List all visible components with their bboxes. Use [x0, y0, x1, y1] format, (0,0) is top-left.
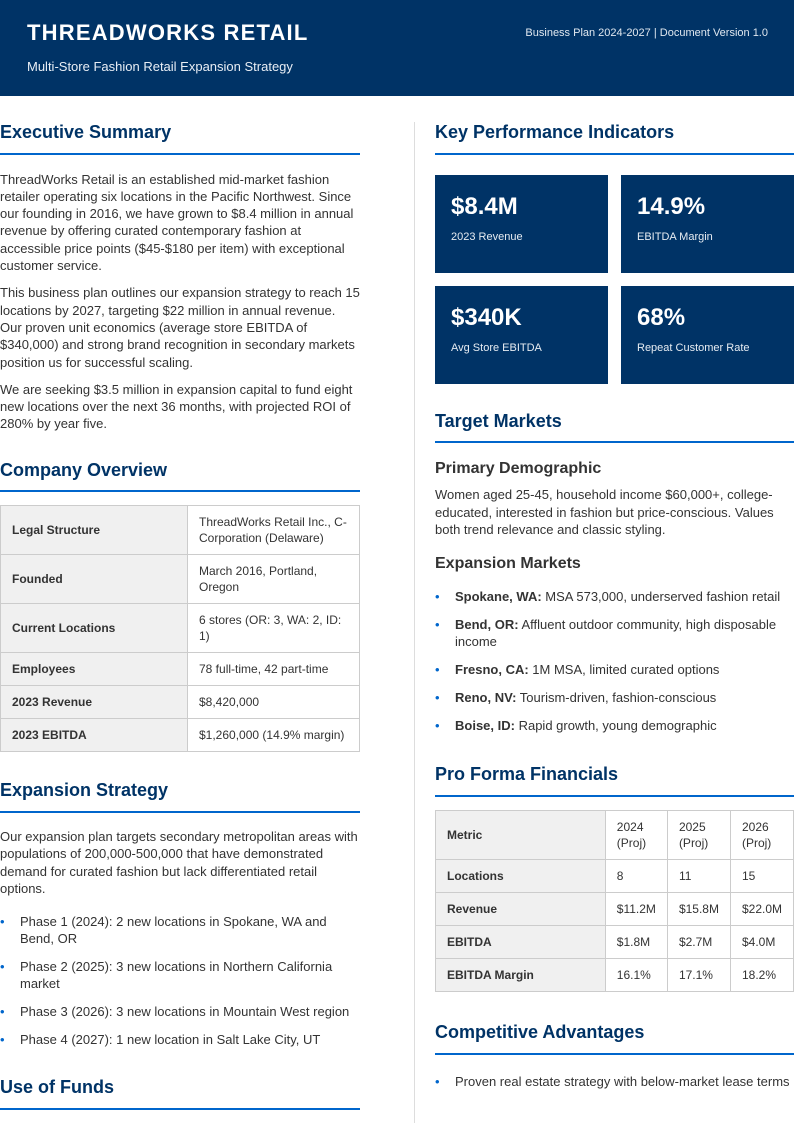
table-row	[436, 926, 794, 959]
row-label: Legal Structure	[1, 506, 188, 555]
list-item: • Fresno, CA: 1M MSA, limited curated options	[435, 662, 720, 678]
document-meta: Business Plan 2024-2027 | Document Version 1.0	[525, 27, 768, 39]
paragraph: This business plan outlines our expansion strategy to reach 15 locations by 2027, targeting $22 million in annual revenue. Our proven unit economics (average store EBITDA of $340,000) and strong brand recognition in secondary markets position us for successful scaling.	[0, 285, 360, 370]
cell: $1.8M	[605, 926, 667, 959]
section-heading: Use of Funds	[0, 1077, 360, 1110]
cell: $2.7M	[667, 926, 730, 959]
kpi-card-avg-store-ebitda	[435, 286, 608, 384]
cell: 15	[730, 860, 793, 893]
kpi-card-ebitda-margin	[621, 175, 794, 273]
cell: 17.1%	[667, 959, 730, 992]
table-row	[1, 506, 360, 555]
row-label: Current Locations	[1, 604, 188, 653]
column-divider	[414, 122, 415, 1123]
document-header	[0, 0, 794, 96]
table-row	[436, 893, 794, 926]
row-value: $1,260,000 (14.9% margin)	[188, 719, 360, 752]
paragraph: ThreadWorks Retail is an established mid-market fashion retailer operating six locations in the Pacific Northwest. Since our founding in 2016, we have grown to $8.4 million in annual revenue by offering curated contemporary fashion at accessible price points ($45-$180 per item) with exceptional customer service.	[0, 171, 354, 274]
phase-list	[0, 913, 360, 1048]
use-of-funds-section	[0, 1077, 360, 1110]
target-markets-section	[435, 411, 794, 735]
section-heading: Competitive Advantages	[435, 1022, 794, 1055]
row-value: 6 stores (OR: 3, WA: 2, ID: 1)	[188, 604, 360, 653]
bullet-icon: •	[0, 1004, 5, 1020]
left-column	[0, 96, 360, 1123]
row-value: March 2016, Portland, Oregon	[188, 555, 360, 604]
kpi-card-repeat-customer	[621, 286, 794, 384]
list-item: • Bend, OR: Affluent outdoor community, high disposable income	[435, 617, 777, 650]
list-item: • Spokane, WA: MSA 573,000, underserved fashion retail	[435, 589, 781, 605]
bullet-icon: •	[435, 589, 440, 605]
bullet-icon: •	[435, 718, 440, 734]
table-row	[1, 719, 360, 752]
cell: $4.0M	[730, 926, 793, 959]
cell: $22.0M	[730, 893, 793, 926]
paragraph: Women aged 25-45, household income $60,000+, college-educated, interested in fashion but price-conscious. Values both trend relevance and classic styling.	[435, 487, 774, 537]
table-row	[1, 555, 360, 604]
subsection-heading: Primary Demographic	[435, 460, 602, 478]
kpi-grid	[435, 175, 794, 384]
table-row	[436, 959, 794, 992]
bullet-icon: •	[435, 662, 440, 678]
row-value: ThreadWorks Retail Inc., C-Corporation (Delaware)	[188, 506, 360, 555]
bullet-icon: •	[0, 914, 5, 930]
cell: $15.8M	[667, 893, 730, 926]
list-item: • Phase 3 (2026): 3 new locations in Mountain West region	[0, 1004, 350, 1020]
bullet-icon: •	[0, 959, 5, 975]
list-item: • Proven real estate strategy with below-market lease terms	[435, 1073, 790, 1089]
row-label: 2023 Revenue	[1, 686, 188, 719]
table-header-row	[436, 811, 794, 860]
table-row	[1, 686, 360, 719]
row-label: EBITDA Margin	[436, 959, 606, 992]
section-heading: Executive Summary	[0, 122, 360, 155]
advantage-list	[435, 1073, 794, 1090]
section-heading: Key Performance Indicators	[435, 122, 794, 155]
cell: 8	[605, 860, 667, 893]
column-header: 2025 (Proj)	[667, 811, 730, 860]
cell: 11	[667, 860, 730, 893]
section-heading: Expansion Strategy	[0, 780, 360, 813]
executive-summary-section	[0, 122, 360, 433]
right-column	[435, 96, 794, 1101]
paragraph: Our expansion plan targets secondary metropolitan areas with populations of 200,000-500,000 that have demonstrated demand for curated fashion but lack differentiated retail options.	[0, 828, 358, 896]
kpi-value: $8.4M	[451, 192, 518, 220]
expansion-strategy-section	[0, 780, 360, 1048]
list-item: • Boise, ID: Rapid growth, young demographic	[435, 718, 717, 734]
kpi-value: $340K	[451, 303, 522, 331]
row-label: Revenue	[436, 893, 606, 926]
row-value: $8,420,000	[188, 686, 360, 719]
pro-forma-section	[435, 764, 794, 992]
competitive-advantages-section	[435, 1022, 794, 1090]
section-heading: Target Markets	[435, 411, 794, 444]
kpi-label: Avg Store EBITDA	[451, 341, 542, 354]
column-header: 2026 (Proj)	[730, 811, 793, 860]
row-label: Locations	[436, 860, 606, 893]
column-header: 2024 (Proj)	[605, 811, 667, 860]
bullet-icon: •	[0, 1032, 5, 1048]
market-list	[435, 588, 794, 734]
row-label: Employees	[1, 653, 188, 686]
cell: $11.2M	[605, 893, 667, 926]
list-item: • Phase 4 (2027): 1 new location in Salt Lake City, UT	[0, 1032, 321, 1048]
kpi-label: Repeat Customer Rate	[637, 341, 750, 354]
document-subtitle: Multi-Store Fashion Retail Expansion Strategy	[27, 59, 293, 74]
company-overview-table	[0, 505, 360, 752]
section-heading: Pro Forma Financials	[435, 764, 794, 797]
row-label: Founded	[1, 555, 188, 604]
list-item: • Reno, NV: Tourism-driven, fashion-conscious	[435, 690, 717, 706]
company-title: THREADWORKS RETAIL	[27, 20, 309, 45]
list-item: • Phase 1 (2024): 2 new locations in Spokane, WA and Bend, OR	[0, 914, 327, 947]
pro-forma-table	[435, 810, 794, 992]
table-row	[436, 860, 794, 893]
kpi-card-revenue	[435, 175, 608, 273]
row-label: EBITDA	[436, 926, 606, 959]
bullet-icon: •	[435, 690, 440, 706]
table-row	[1, 604, 360, 653]
table-row	[1, 653, 360, 686]
column-header: Metric	[436, 811, 606, 860]
kpi-label: 2023 Revenue	[451, 230, 523, 243]
company-overview-section	[0, 460, 360, 753]
row-label: 2023 EBITDA	[1, 719, 188, 752]
section-heading: Company Overview	[0, 460, 360, 493]
list-item: • Phase 2 (2025): 3 new locations in Northern California market	[0, 959, 333, 992]
cell: 16.1%	[605, 959, 667, 992]
paragraph: We are seeking $3.5 million in expansion capital to fund eight new locations over the next 36 months, with projected ROI of 280% by year five.	[0, 381, 353, 432]
kpi-value: 68%	[637, 303, 686, 331]
kpi-label: EBITDA Margin	[637, 230, 713, 243]
kpi-value: 14.9%	[637, 192, 706, 220]
bullet-icon: •	[435, 617, 440, 633]
cell: 18.2%	[730, 959, 793, 992]
bullet-icon: •	[435, 1073, 440, 1089]
kpi-section	[435, 122, 794, 384]
subsection-heading: Expansion Markets	[435, 555, 581, 573]
row-value: 78 full-time, 42 part-time	[188, 653, 360, 686]
